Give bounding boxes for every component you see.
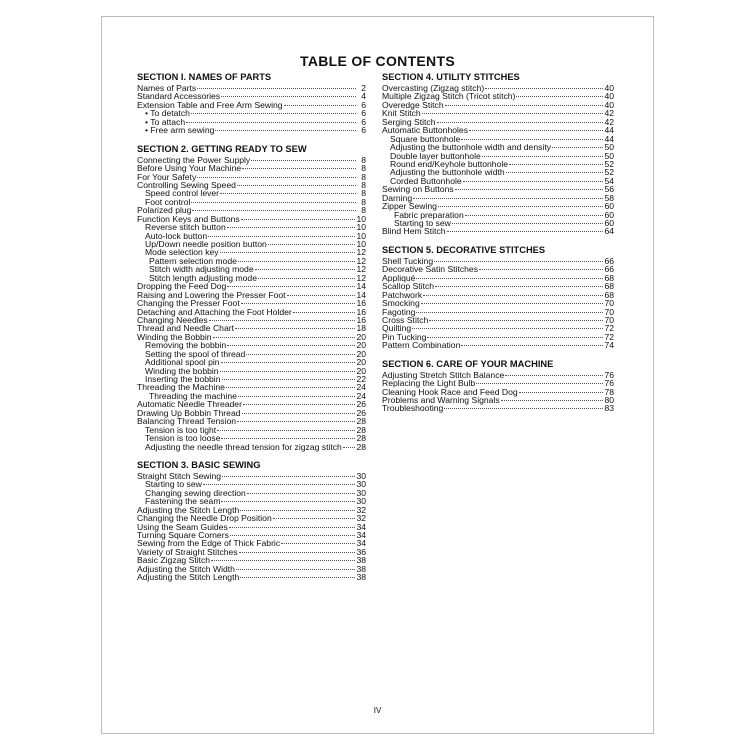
toc-entry (382, 316, 614, 324)
dot-leader (222, 379, 356, 380)
dot-leader (479, 269, 603, 270)
toc-entry-label: Using the Seam Guides (137, 521, 228, 532)
toc-entry-page: 10 (356, 230, 366, 241)
toc-entry-page: 24 (356, 390, 366, 401)
toc-entry-page: 60 (604, 209, 614, 220)
dot-leader (227, 286, 355, 287)
toc-entry-label: Balancing Thread Tension (137, 416, 237, 427)
toc-entry-label: Threading the Machine (137, 382, 225, 393)
dot-leader (447, 231, 604, 232)
toc-entry-label: Fagoting (382, 306, 416, 317)
toc-entry-label: Changing the Presser Foot (137, 298, 240, 309)
toc-entry-page: 16 (356, 298, 366, 309)
toc-entry-label: Reverse stitch button (145, 222, 226, 233)
dot-leader (422, 113, 604, 114)
dot-leader (227, 345, 355, 346)
dot-leader (505, 375, 603, 376)
toc-section (382, 72, 614, 236)
toc-entry-label: Automatic Buttonholes (382, 125, 468, 136)
toc-entry (137, 573, 366, 581)
dot-leader (268, 244, 356, 245)
toc-entry-label: Darning (382, 192, 413, 203)
toc-entry-label: Threading the machine (149, 390, 237, 401)
dot-leader (238, 261, 356, 262)
dot-leader (241, 303, 356, 304)
toc-entry (382, 404, 614, 412)
toc-entry-label: Basic Zigzag Stitch (137, 555, 211, 566)
section-heading: SECTION 3. BASIC SEWING (137, 459, 261, 470)
dot-leader (501, 400, 604, 401)
toc-section (382, 245, 614, 350)
dot-leader (509, 164, 603, 165)
toc-entry-label: Setting the spool of thread (145, 348, 246, 359)
toc-entry-page: 28 (356, 441, 366, 452)
dot-leader (421, 303, 604, 304)
dot-leader (226, 387, 356, 388)
dot-leader (241, 219, 356, 220)
toc-entry-label: Corded Buttonhole (390, 175, 462, 186)
toc-entry-page: 20 (356, 331, 366, 342)
toc-entry-page: 8 (361, 205, 366, 216)
dot-leader (191, 113, 356, 114)
section-heading: SECTION 4. UTILITY STITCHES (382, 72, 520, 82)
dot-leader (220, 371, 356, 372)
toc-entry-label: Standard Accessories (137, 91, 221, 102)
toc-entry-page: 28 (356, 433, 366, 444)
dot-leader (243, 404, 356, 405)
dot-leader (469, 130, 603, 131)
dot-leader (437, 122, 604, 123)
dot-leader (237, 185, 356, 186)
toc-entry-page: 24 (356, 382, 366, 393)
toc-entry-label: Stitch length adjusting mode (149, 272, 257, 283)
toc-entry-page: 44 (604, 133, 614, 144)
toc-entry-page: 72 (604, 323, 614, 334)
toc-entry-page: 8 (361, 154, 366, 165)
toc-entry-label: Extension Table and Free Arm Sewing (137, 99, 283, 110)
toc-entry-page: 54 (604, 175, 614, 186)
dot-leader (293, 312, 356, 313)
toc-entry-page: 20 (356, 357, 366, 368)
toc-entry-label: Up/Down needle position button (145, 239, 267, 249)
toc-entry-page: 10 (356, 239, 366, 249)
toc-entry-label: Overcasting (Zigzag stitch) (382, 83, 485, 93)
dot-leader (438, 206, 604, 207)
toc-entry-page: 32 (356, 513, 366, 524)
toc-entry-label: Mode selection key (145, 247, 219, 258)
toc-entry-label: Winding the bobbin (145, 365, 219, 376)
dot-leader (217, 430, 355, 431)
toc-entry-page: 12 (356, 264, 366, 275)
toc-entry-label: Turning Square Corners (137, 530, 229, 540)
dot-leader (281, 543, 355, 544)
toc-entry-label: • Free arm sewing (145, 125, 215, 136)
toc-entry-label: Speed control lever (145, 188, 220, 199)
toc-entry-label: Troubleshooting (382, 403, 444, 414)
dot-leader (461, 139, 603, 140)
toc-entry-page: 16 (356, 314, 366, 325)
toc-entry-label: • To attach (145, 116, 186, 127)
dot-leader (242, 413, 356, 414)
toc-entry-page: 20 (356, 348, 366, 359)
toc-entry-label: Straight Stitch Sewing (137, 470, 222, 481)
toc-entry-label: Shell Tucking (382, 255, 434, 266)
toc-entry-label: Starting to sew (145, 479, 202, 490)
dot-leader (213, 337, 356, 338)
section-heading: SECTION 5. DECORATIVE STITCHES (382, 244, 546, 255)
toc-entry-label: Tension is too tight (145, 424, 217, 435)
toc-entry-label: Round end/Keyhole buttonhole (390, 158, 509, 169)
toc-entry-page: 28 (356, 424, 366, 435)
dot-leader (211, 560, 355, 561)
toc-entry-label: Before Using Your Machine (137, 163, 242, 174)
toc-entry-label: Scallop Stitch (382, 281, 435, 292)
toc-entry-page: 60 (604, 201, 614, 212)
toc-entry-page: 76 (604, 369, 614, 380)
toc-entry-page: 12 (356, 272, 366, 283)
toc-entry-page: 34 (356, 521, 366, 532)
toc-entry-label: Quilting (382, 323, 412, 334)
toc-entry-label: For Your Safety (137, 171, 197, 182)
dot-leader (242, 168, 356, 169)
toc-entry-label: Cleaning Hook Race and Feed Dog (382, 386, 518, 397)
dot-leader (191, 202, 356, 203)
dot-leader (236, 569, 356, 570)
toc-entry-page: 40 (604, 99, 614, 110)
manual-page (101, 16, 654, 734)
toc-entry-page: 40 (604, 83, 614, 93)
toc-entry-label: Multiple Zigzag Stitch (Tricot stitch) (382, 91, 516, 102)
dot-leader (519, 392, 604, 393)
toc-entry-page: 38 (356, 563, 366, 574)
toc-entry-page: 28 (356, 416, 366, 427)
toc-entry-page: 66 (604, 264, 614, 275)
dot-leader (435, 286, 603, 287)
toc-entry-label: Smocking (382, 298, 420, 309)
toc-entry-label: Automatic Needle Threader (137, 399, 242, 410)
toc-entry-page: 70 (604, 306, 614, 317)
dot-leader (465, 215, 604, 216)
toc-entry-label: Pattern Combination (382, 340, 461, 351)
toc-entry-label: Drawing Up Bobbin Thread (137, 407, 241, 418)
dot-leader (220, 252, 356, 253)
dot-leader (240, 510, 355, 511)
dot-leader (434, 261, 603, 262)
dot-leader (209, 320, 356, 321)
toc-entry-label: Inserting the bobbin (145, 374, 221, 384)
toc-entry-page: 14 (356, 289, 366, 300)
toc-entry-page: 80 (604, 395, 614, 405)
dot-leader (221, 362, 356, 363)
toc-entry-page: 72 (604, 331, 614, 342)
toc-entry-label: Changing sewing direction (145, 487, 246, 498)
dot-leader (247, 493, 356, 494)
toc-entry-page: 50 (604, 142, 614, 153)
toc-section (137, 72, 366, 135)
toc-entry-page: 16 (356, 306, 366, 317)
toc-entry-page: 58 (604, 192, 614, 203)
toc-entry (382, 185, 614, 193)
toc-entry-label: Thread and Needle Chart (137, 323, 234, 334)
toc-section (137, 460, 366, 582)
toc-section (382, 359, 614, 413)
dot-leader (238, 396, 356, 397)
toc-entry-label: Square buttonhole (390, 133, 461, 144)
toc-entry-page: 8 (361, 171, 366, 182)
dot-leader (246, 354, 355, 355)
toc-entry-page: 10 (356, 222, 366, 233)
toc-entry-page: 20 (356, 340, 366, 351)
toc-entry-label: Winding the Bobbin (137, 331, 212, 342)
toc-entry-label: Adjusting the Stitch Length (137, 504, 240, 515)
toc-entry-label: Zipper Sewing (382, 201, 437, 212)
toc-entry-label: Serging Stitch (382, 116, 436, 127)
toc-entry-page: 64 (604, 226, 614, 237)
dot-leader (227, 227, 356, 228)
toc-entry-label: Function Keys and Buttons (137, 213, 240, 224)
toc-entry-label: Knit Stitch (382, 108, 421, 119)
toc-entry-label: Changing Needles (137, 314, 208, 325)
toc-entry-page: 6 (361, 99, 366, 110)
toc-entry-label: Connecting the Power Supply (137, 154, 251, 165)
toc-entry-label: Pattern selection mode (149, 255, 237, 266)
toc-entry-page: 44 (604, 125, 614, 136)
toc-entry-label: Blind Hem Stitch (382, 226, 446, 237)
toc-entry-label: Adjusting the buttonhole width and density (390, 142, 552, 153)
dot-leader (423, 295, 603, 296)
toc-entry-label: Sewing from the Edge of Thick Fabric (137, 538, 281, 549)
toc-entry-label: Problems and Warning Signals (382, 395, 500, 405)
toc-entry-label: Cross Stitch (382, 314, 429, 325)
toc-entry-page: 70 (604, 314, 614, 325)
toc-entry-label: Adjusting the Stitch Width (137, 563, 235, 574)
toc-entry (382, 341, 614, 349)
toc-entry-page: 8 (361, 196, 366, 207)
toc-entry-label: Polarized plug (137, 205, 192, 216)
toc-entry-label: Sewing on Buttons (382, 184, 454, 195)
toc-entry-label: Adjusting the needle thread tension for zigzag stitch (145, 441, 342, 452)
toc-entry-page: 32 (356, 504, 366, 515)
toc-entry-label: Fabric preparation (394, 209, 464, 220)
toc-entry-label: Overedge Stitch (382, 99, 444, 110)
dot-leader (455, 189, 604, 190)
toc-column-right (382, 72, 614, 413)
toc-entry-page: 42 (604, 108, 614, 119)
dot-leader (284, 105, 356, 106)
toc-entry-label: Appliqué (382, 272, 416, 283)
toc-entry-label: Patchwork (382, 289, 423, 300)
toc-entry (382, 299, 614, 307)
toc-entry-page: 56 (604, 184, 614, 195)
toc-entry-page: 40 (604, 91, 614, 102)
toc-entry-page: 66 (604, 255, 614, 266)
toc-entry-page: 76 (604, 378, 614, 389)
toc-entry-label: Adjusting the buttonhole width (390, 167, 505, 178)
dot-leader (192, 210, 356, 211)
dot-leader (186, 122, 356, 123)
dot-leader (222, 476, 355, 477)
toc-entry-page: 6 (361, 125, 366, 136)
toc-entry-label: Adjusting the Stitch Length (137, 572, 240, 583)
dot-leader (343, 447, 356, 448)
toc-entry-page: 30 (356, 479, 366, 490)
toc-entry-page: 78 (604, 386, 614, 397)
toc-entry-label: Additional spool pin (145, 357, 220, 368)
dot-leader (506, 172, 604, 173)
dot-leader (445, 105, 604, 106)
toc-entry-label: Tension is too loose (145, 433, 221, 444)
toc-entry-page: 38 (356, 555, 366, 566)
toc-entry-page: 83 (604, 403, 614, 414)
dot-leader (427, 337, 603, 338)
toc-entry-page: 22 (356, 374, 366, 384)
dot-leader (413, 198, 603, 199)
toc-entry-page: 68 (604, 281, 614, 292)
dot-leader (273, 518, 356, 519)
toc-entry-label: Removing the bobbin (145, 340, 227, 351)
toc-entry-page: 26 (356, 407, 366, 418)
toc-entry-label: Pin Tucking (382, 331, 427, 342)
toc-entry-page: 12 (356, 255, 366, 266)
dot-leader (444, 408, 603, 409)
toc-entry-page: 74 (604, 340, 614, 351)
toc-entry-page: 18 (356, 323, 366, 334)
toc-entry (137, 126, 366, 134)
toc-entry-label: Foot control (145, 196, 191, 207)
toc-entry-label: Starting to sew (394, 218, 451, 228)
toc-entry-label: Decorative Satin Stitches (382, 264, 479, 275)
dot-leader (237, 421, 355, 422)
toc-entry-page: 52 (604, 158, 614, 169)
dot-leader (221, 501, 355, 502)
dot-leader (251, 160, 356, 161)
toc-entry-page: 8 (361, 163, 366, 174)
toc-entry-page: 30 (356, 470, 366, 481)
toc-entry-label: Changing the Needle Drop Position (137, 513, 272, 524)
toc-entry-label: Detaching and Attaching the Foot Holder (137, 306, 292, 317)
toc-entry-label: Adjusting Stretch Stitch Balance (382, 369, 505, 380)
page-title: TABLE OF CONTENTS (300, 53, 455, 69)
section-heading: SECTION I. NAMES OF PARTS (137, 72, 272, 82)
toc-entry-page: 34 (356, 530, 366, 540)
toc-entry-label: Raising and Lowering the Presser Foot (137, 289, 286, 300)
toc-entry-page: 68 (604, 272, 614, 283)
toc-entry (382, 227, 614, 235)
toc-entry-label: Dropping the Feed Dog (137, 281, 227, 292)
toc-entry-page: 36 (356, 546, 366, 557)
dot-leader (416, 312, 603, 313)
toc-entry-page: 6 (361, 116, 366, 127)
dot-leader (482, 156, 604, 157)
toc-entry-page: 30 (356, 496, 366, 507)
dot-leader (229, 527, 356, 528)
toc-section (137, 144, 366, 451)
dot-leader (476, 383, 603, 384)
toc-entry-page: 68 (604, 289, 614, 300)
toc-entry-label: Controlling Sewing Speed (137, 179, 236, 190)
dot-leader (235, 328, 355, 329)
toc-entry-page: 42 (604, 116, 614, 127)
toc-entry-page: 20 (356, 365, 366, 376)
toc-entry-label: Double layer buttonhole (390, 150, 481, 161)
toc-entry-page: 4 (361, 91, 366, 102)
toc-entry-label: Names of Parts (137, 83, 197, 93)
toc-entry-page: 2 (361, 83, 366, 93)
dot-leader (255, 269, 356, 270)
dot-leader (552, 147, 603, 148)
toc-entry-label: Auto-lock button (145, 230, 208, 241)
toc-entry-page: 60 (604, 218, 614, 228)
dot-leader (230, 535, 356, 536)
dot-leader (208, 236, 355, 237)
toc-entry-page: 70 (604, 298, 614, 309)
toc-entry-page: 6 (361, 108, 366, 119)
section-heading: SECTION 6. CARE OF YOUR MACHINE (382, 358, 554, 369)
toc-entry-page: 26 (356, 399, 366, 410)
section-heading: SECTION 2. GETTING READY TO SEW (137, 143, 307, 154)
toc-entry-page: 30 (356, 487, 366, 498)
dot-leader (452, 223, 604, 224)
toc-entry-label: Stitch width adjusting mode (149, 264, 254, 275)
dot-leader (258, 278, 355, 279)
dot-leader (516, 96, 603, 97)
toc-entry-page: 52 (604, 167, 614, 178)
dot-leader (197, 177, 356, 178)
dot-leader (203, 484, 356, 485)
toc-entry-page: 8 (361, 179, 366, 190)
dot-leader (221, 438, 355, 439)
dot-leader (429, 320, 603, 321)
dot-leader (240, 577, 355, 578)
toc-entry-page: 38 (356, 572, 366, 583)
toc-entry-label: Variety of Straight Stitches (137, 546, 238, 557)
toc-entry (137, 443, 366, 451)
dot-leader (287, 295, 356, 296)
toc-entry-page: 8 (361, 188, 366, 199)
toc-entry-page: 50 (604, 150, 614, 161)
dot-leader (463, 181, 604, 182)
toc-entry-label: Fastening the seam (145, 496, 221, 507)
dot-leader (485, 88, 603, 89)
dot-leader (239, 552, 356, 553)
dot-leader (416, 278, 603, 279)
toc-entry-page: 12 (356, 247, 366, 258)
dot-leader (221, 96, 356, 97)
toc-entry-label: Replacing the Light Bulb (382, 378, 476, 389)
toc-column-left (137, 72, 366, 582)
toc-entry-page: 34 (356, 538, 366, 549)
dot-leader (412, 328, 603, 329)
dot-leader (220, 193, 356, 194)
toc-entry-label: • To detatch (145, 108, 190, 119)
page-number: IV (373, 706, 382, 715)
toc-entry (382, 265, 614, 273)
dot-leader (197, 88, 356, 89)
toc-entry-page: 14 (356, 281, 366, 292)
dot-leader (461, 345, 603, 346)
dot-leader (215, 130, 356, 131)
toc-entry-page: 10 (356, 213, 366, 224)
